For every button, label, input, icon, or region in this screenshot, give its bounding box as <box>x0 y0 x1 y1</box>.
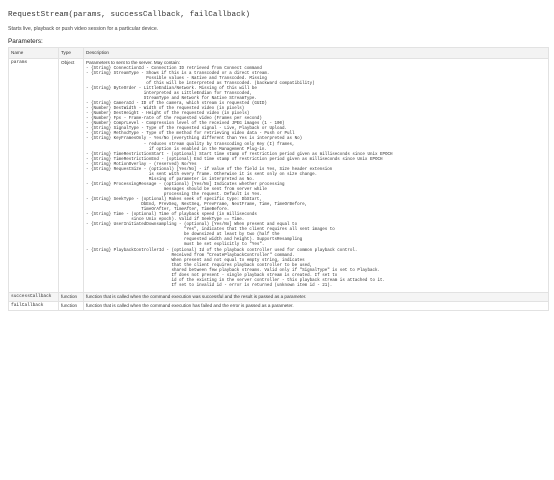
param-description-params <box>84 58 549 292</box>
method-description: Starts live, playback or push video session for a particular device. <box>8 26 159 32</box>
method-signature: RequestStream(params, successCallback, failCallback) <box>8 11 251 19</box>
param-name-fail-callback: failCallback <box>9 301 59 310</box>
table-row-success-callback <box>9 292 549 301</box>
params-intro: Parameters to sent to the server. May contain: <box>86 59 180 65</box>
parameters-table <box>8 47 549 311</box>
param-name-success-callback: successCallback <box>9 292 59 301</box>
param-description-fail-callback: function that is called when the command execution has failed and the error is passed as a parameter. <box>84 301 549 310</box>
param-type-fail-callback: function <box>59 301 84 310</box>
param-description-success-callback: function that is called when the command execution was successful and the result is passed as a parameter. <box>84 292 549 301</box>
header-description: Description <box>84 48 549 59</box>
header-type: Type <box>59 48 84 59</box>
params-details: - {String} ConnectionId - Connection ID retrieved from Connect command - {String} StreamType - Shows if this is a transcoded or a direct stream. Possible values - Native and Transcoded. Missing of this will be interpreted as Transcoded. (backward compatibility) - {String} ByteOrder - LittleEndian/Network. Missing of this will be interpreted as LittleEndian for Transcoded, StreamType and Network for Native StreamType. - {String} CameraId - ID of the camera, which stream is requested (GUID) - {Number} DestWidth - Width of the requested video (in pixels) - {Number} DestHeight - Height of the requested video (in pixels) - {Number} Fps - Frame-rate of the requested video (Frames per second) - {Number} ComprLevel - Compression level of the received JPEG images (1 - 100) - {String} SignalType - Type of the requested signal - Live, Playback or Upload. - {String} MethodType - Type of the method for retrieving video data - Push or Pull - {String} KeyFramesOnly - Yes/No (everything different than Yes is interpreted as No) - reduces stream quality by transcoding only Key (I) frames, if option is enabled in the Management Plug-in. - {String} TimeRestrictionStart - (optional) Start time stamp of restriction period given as milliseconds since Unix EPOCH - {String} TimeRestrictionEnd - (optional) End time stamp of restriction period given as milliseconds since Unix EPOCH - {String} MotionOverlay - (reserved) No/Yes - {String} RequestSize - (optional) [Yes/No] - if value of the field is Yes, Size header extension is sent with every frame. Otherwise it is sent only on size change. Missing of parameter is interpreted as No. - {String} ProcessingMessage - (optional) [Yes/No] Indicates whether processing messages should be sent from server while processing the request. Default is Yes. - {String} SeekType - (optional) Makes seek of specific type: DbStart, DbEnd, PrevSeq, NextSeq, PrevFrame, NextFrame, Time, TimeOrBefore, TimeOrAfter, TimeAfter, TimeBefore. - {String} Time - (optional) Time of playback speed (in milliseconds since Unix epoch). Valid if SeekType == Time. - {String} UserInitiatedDownsampling - (optional) [Yes/No] When present and equal to "Yes", indicates that the client requires all sent images to be downsized at least by two (half the requested width and height). SupportsResampling must be set explicitly to "Yes". - {String} PlaybackControllerId - (optional) Id of the playback controller used for common playback control. Received from "CreatePlaybackController" command. When present and not equal to empty string, indicates that the client requires playback controller to be used, shared between few playback streams. Valid only if "SignalType" is set to Playback. If does not present - single playback stream is created. If set to id of the existing in the server controller - this playback stream is attached to it. If set to invalid id - error is returned (unknown item id - 21). <box>86 66 393 288</box>
table-header <box>9 48 549 59</box>
param-type-success-callback: function <box>59 292 84 301</box>
param-type-params: Object <box>59 58 84 292</box>
parameters-heading: Parameters: <box>8 38 43 45</box>
header-name: Name <box>9 48 59 59</box>
table-row-params <box>9 58 549 292</box>
param-name-params: params <box>9 58 59 292</box>
table-row-fail-callback <box>9 301 549 310</box>
